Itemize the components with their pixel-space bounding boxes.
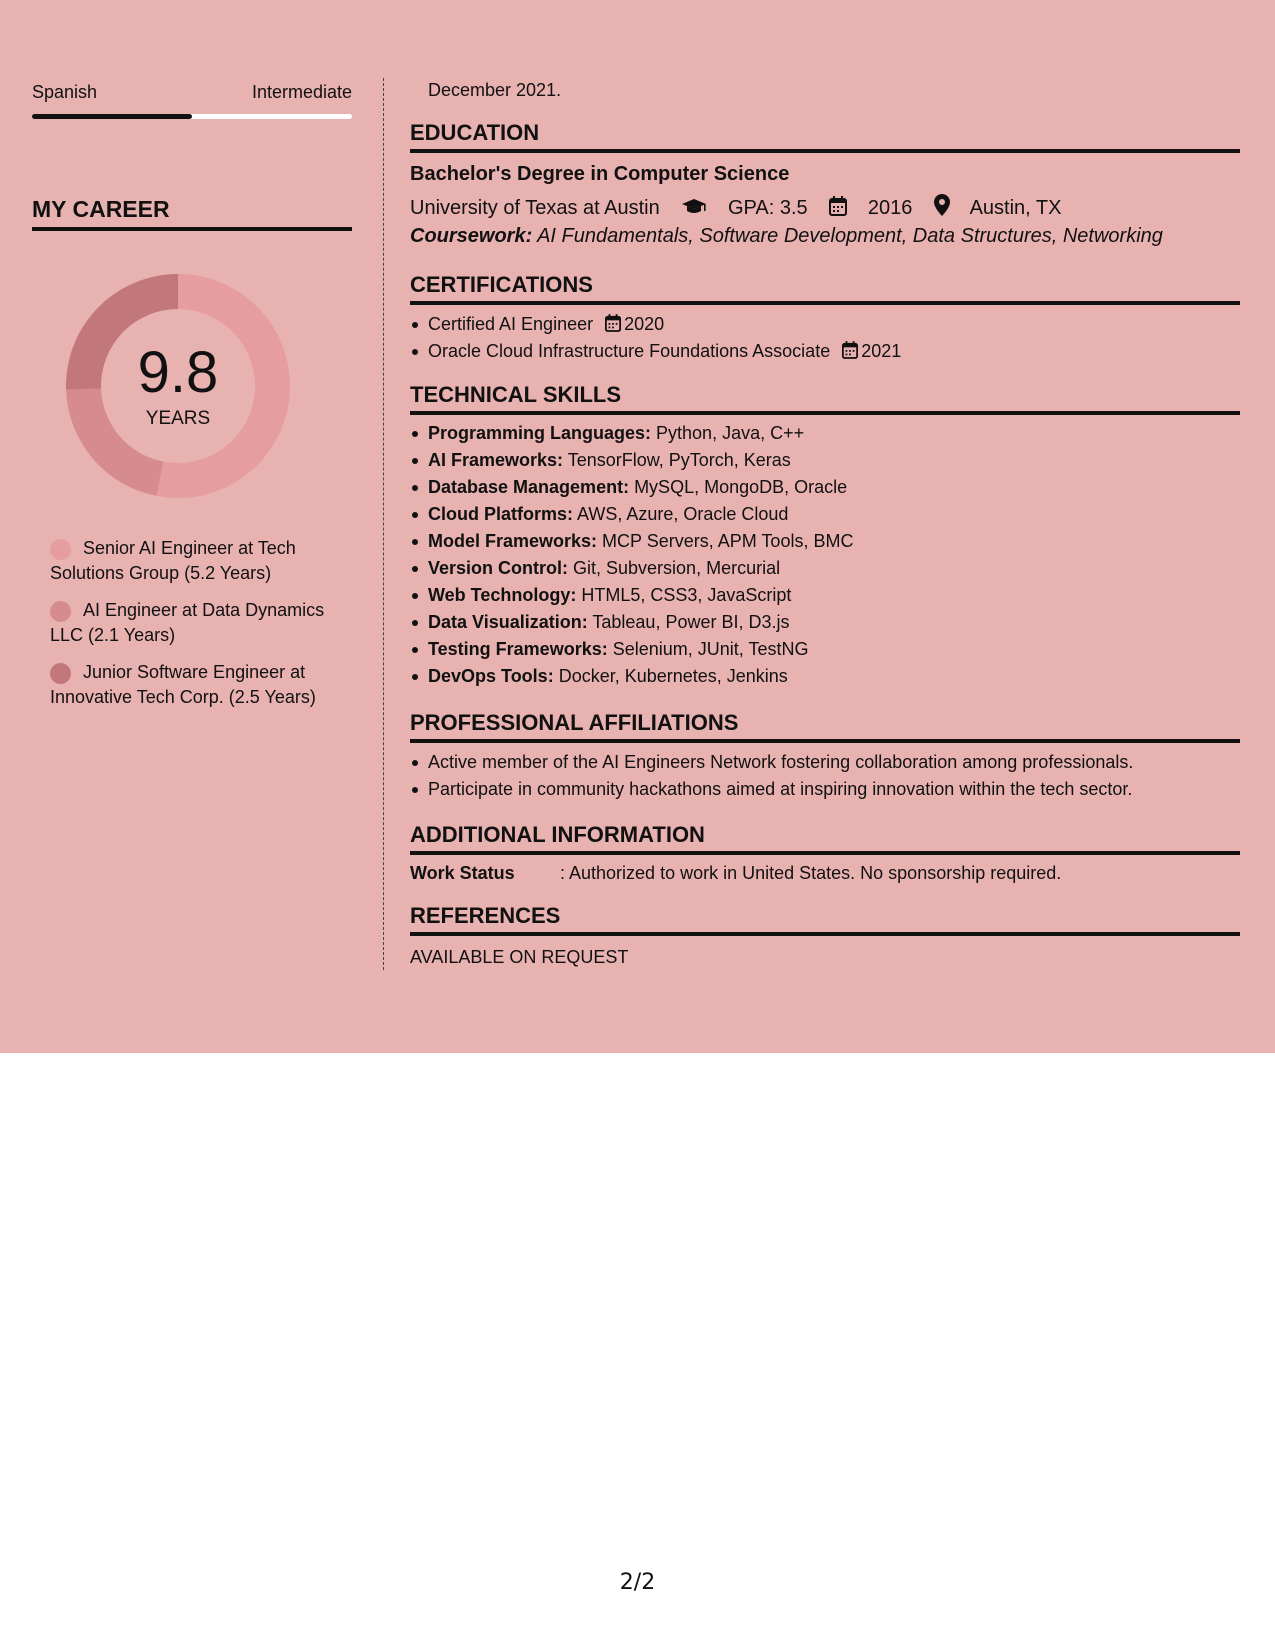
skill-label: Programming Languages: (428, 423, 652, 443)
language-skill (32, 82, 352, 122)
language-progress-fill (32, 114, 192, 119)
column-divider (383, 78, 384, 970)
career-legend-item (50, 536, 350, 586)
coursework-list: AI Fundamentals, Software Development, Data Structures, Networking (532, 225, 1163, 247)
calendar-icon (605, 314, 621, 332)
skill-value: MCP Servers, APM Tools, BMC (597, 531, 854, 551)
certification-year: 2021 (861, 341, 902, 361)
skill-item (428, 447, 853, 474)
work-status-row (410, 863, 1061, 884)
certification-item (428, 338, 901, 365)
skill-value: Tableau, Power BI, D3.js (587, 612, 790, 632)
education-details (410, 194, 1061, 220)
page-number: 2/2 (619, 1570, 656, 1595)
education-year: 2016 (867, 197, 913, 219)
coursework-label: Coursework: (410, 225, 533, 247)
skill-item (428, 501, 853, 528)
continued-text: December 2021. (428, 80, 562, 100)
career-legend (50, 536, 350, 722)
affiliations-list (428, 749, 1133, 803)
skill-value: Docker, Kubernetes, Jenkins (553, 666, 788, 686)
education-gpa: GPA: 3.5 (728, 197, 808, 219)
certification-name: Certified AI Engineer (428, 314, 594, 334)
skill-value: AWS, Azure, Oracle Cloud (573, 504, 789, 524)
skill-label: Web Technology: (428, 585, 577, 605)
affiliation-item: Active member of the AI Engineers Network fostering collaboration among professionals. (428, 749, 1133, 776)
skill-item (428, 474, 853, 501)
career-legend-item (50, 598, 350, 648)
legend-dot-icon (50, 539, 71, 560)
language-level: Intermediate (251, 82, 352, 102)
skill-item (428, 420, 853, 447)
work-status-label: Work Status (410, 863, 515, 883)
total-years-value: 9.8 (137, 340, 219, 405)
education-degree: Bachelor's Degree in Computer Science (410, 163, 790, 185)
certifications-list (428, 311, 901, 365)
skill-label: Version Control: (428, 558, 569, 578)
certifications-title: CERTIFICATIONS (410, 272, 1240, 305)
certification-year: 2020 (624, 314, 665, 334)
language-progress-track (32, 114, 352, 119)
references-title: REFERENCES (410, 903, 1240, 936)
skill-item (428, 663, 853, 690)
skill-label: AI Frameworks: (428, 450, 564, 470)
skill-item (428, 582, 853, 609)
graduation-cap-icon (681, 198, 707, 216)
education-title: EDUCATION (410, 120, 1240, 153)
skill-label: Data Visualization: (428, 612, 588, 632)
work-status-value: : Authorized to work in United States. No sponsorship required. (560, 863, 1062, 883)
skill-value: TensorFlow, PyTorch, Keras (563, 450, 791, 470)
skill-item (428, 528, 853, 555)
skill-label: Testing Frameworks: (428, 639, 608, 659)
education-coursework (410, 225, 1163, 248)
total-years-unit: YEARS (145, 408, 211, 429)
calendar-icon (842, 341, 858, 359)
skill-item (428, 609, 853, 636)
skill-value: Git, Subversion, Mercurial (568, 558, 781, 578)
skill-label: Database Management: (428, 477, 630, 497)
skill-label: Cloud Platforms: (428, 504, 574, 524)
career-legend-text: AI Engineer at Data Dynamics LLC (2.1 Years) (50, 600, 325, 645)
skill-item (428, 636, 853, 663)
skills-title: TECHNICAL SKILLS (410, 382, 1240, 415)
skills-list (428, 420, 853, 690)
skill-value: Selenium, JUnit, TestNG (607, 639, 809, 659)
skill-value: Python, Java, C++ (651, 423, 805, 443)
additional-info-title: ADDITIONAL INFORMATION (410, 822, 1240, 855)
location-pin-icon (934, 194, 950, 216)
skill-label: Model Frameworks: (428, 531, 598, 551)
legend-dot-icon (50, 601, 71, 622)
affiliations-title: PROFESSIONAL AFFILIATIONS (410, 710, 1240, 743)
skill-item (428, 555, 853, 582)
certification-item (428, 311, 901, 338)
certification-name: Oracle Cloud Infrastructure Foundations Associate (428, 341, 831, 361)
calendar-icon (829, 196, 847, 216)
legend-dot-icon (50, 663, 71, 684)
affiliation-item: Participate in community hackathons aimed at inspiring innovation within the tech sector. (428, 776, 1133, 803)
education-school: University of Texas at Austin (410, 197, 660, 219)
references-text: AVAILABLE ON REQUEST (410, 947, 629, 967)
career-legend-item (50, 660, 350, 710)
career-donut-chart (66, 274, 290, 498)
career-legend-text: Senior AI Engineer at Tech Solutions Group (5.2 Years) (50, 538, 296, 583)
skill-value: HTML5, CSS3, JavaScript (576, 585, 792, 605)
skill-label: DevOps Tools: (428, 666, 554, 686)
education-location: Austin, TX (969, 197, 1062, 219)
career-section-title: MY CAREER (32, 196, 352, 231)
language-name: Spanish (32, 82, 98, 102)
career-legend-text: Junior Software Engineer at Innovative Tech Corp. (2.5 Years) (50, 662, 316, 707)
skill-value: MySQL, MongoDB, Oracle (629, 477, 848, 497)
